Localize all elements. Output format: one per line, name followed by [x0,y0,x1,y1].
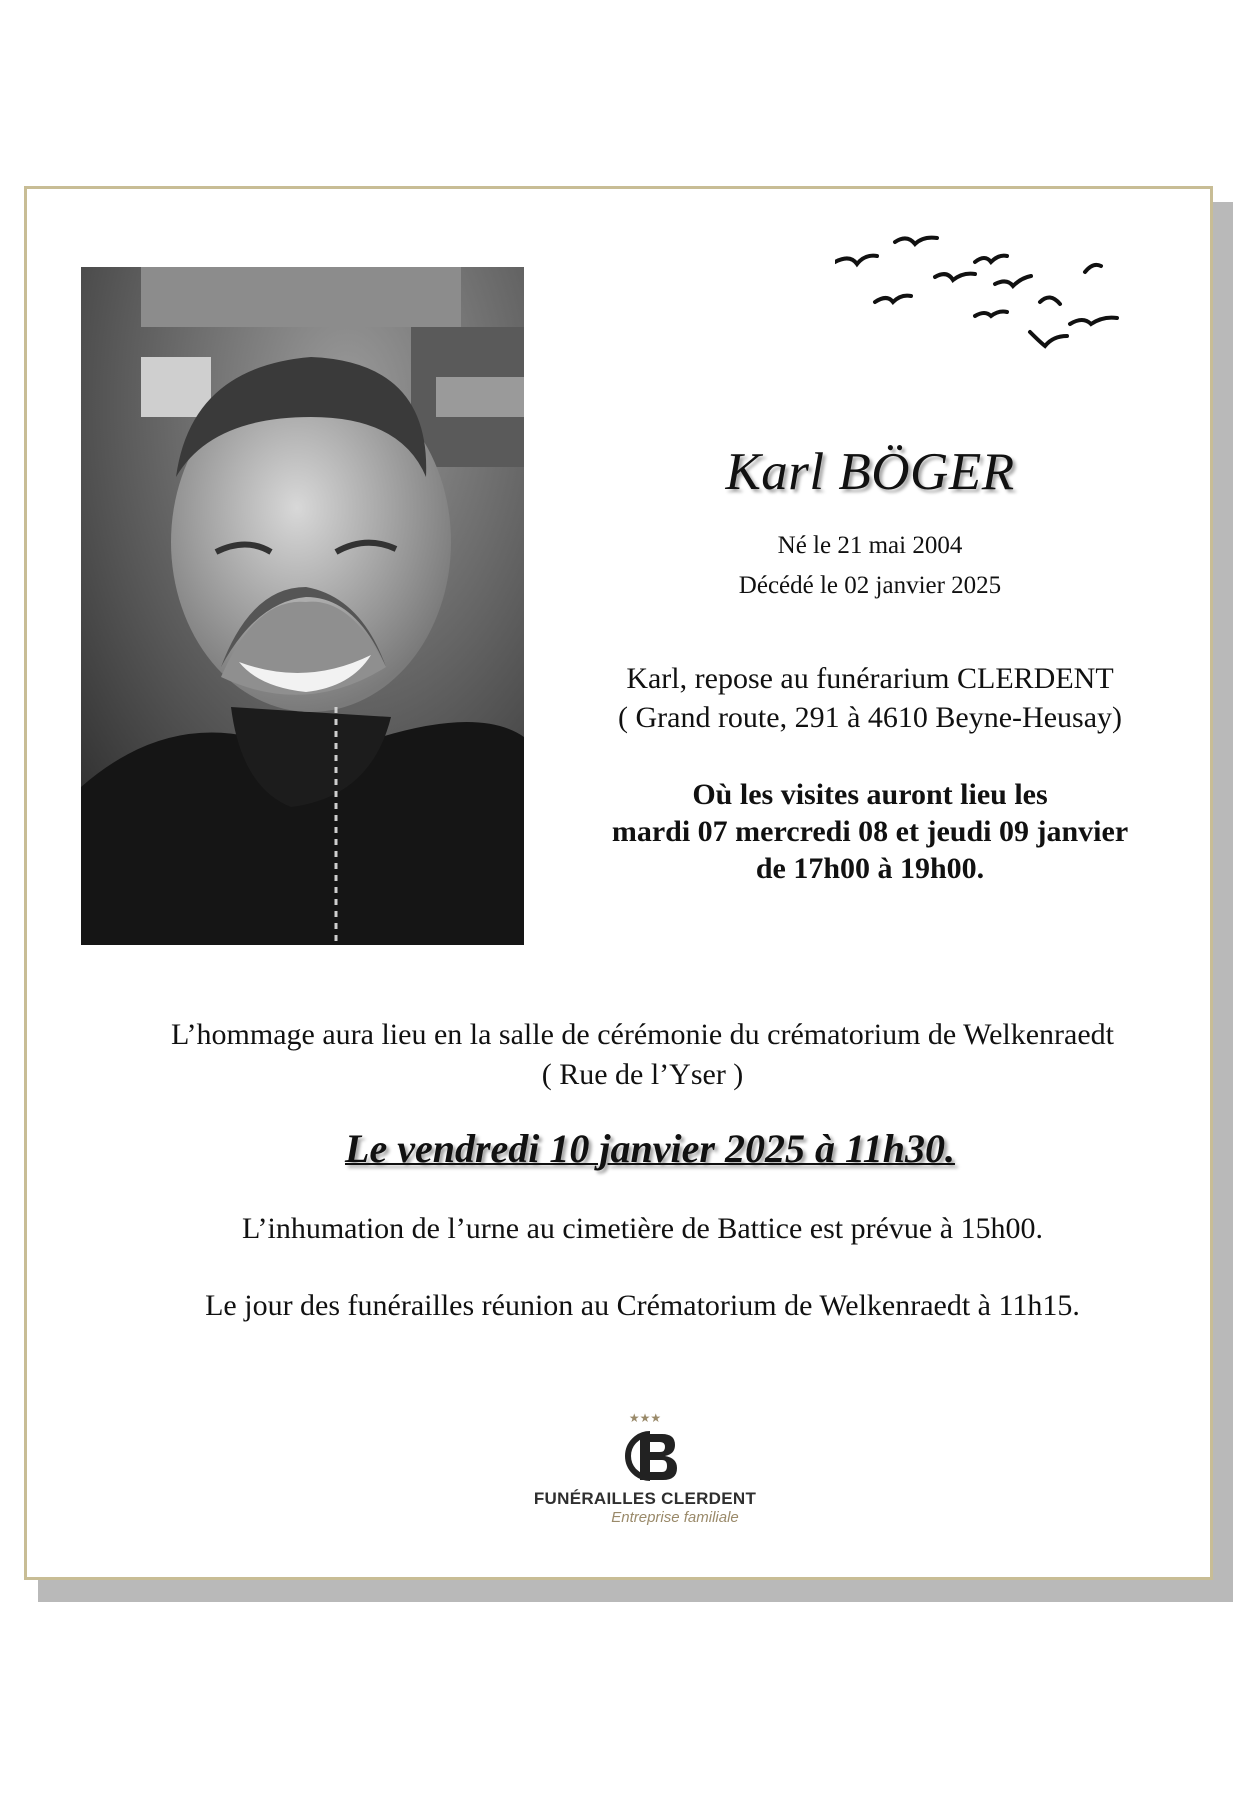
birds-illustration [835,232,1145,362]
logo-subtitle: Entreprise familiale [611,1509,739,1526]
life-dates [660,526,1080,606]
repose-address: ( Grand route, 291 à 4610 Beyne-Heusay) [617,701,1122,734]
death-date: Décédé le 02 janvier 2025 [738,572,1002,599]
clerdent-monogram-icon [500,1408,790,1488]
repose-line: Karl, repose au funérarium CLERDENT [626,662,1114,695]
deceased-name: Karl BÖGER [725,443,1015,501]
inhumation-info: L’inhumation de l’urne au cimetière de Battice est prévue à 15h00. [241,1212,1044,1245]
portrait-photo [81,267,524,945]
clerdent-logo [500,1408,790,1543]
visits-hours: de 17h00 à 19h00. [755,852,985,885]
logo-title: FUNÉRAILLES CLERDENT [533,1489,757,1508]
hommage-street: ( Rue de l’Yser ) [541,1058,744,1091]
visits-days: mardi 07 mercredi 08 et jeudi 09 janvier [611,815,1129,848]
logo-stars: ★★★ [628,1411,662,1425]
hommage-location: L’hommage aura lieu en la salle de cérémonie du crématorium de Welkenraedt [170,1018,1115,1051]
visits-info [550,776,1190,887]
visits-intro: Où les visites auront lieu les [692,778,1048,811]
repose-info [550,659,1190,737]
birth-date: Né le 21 mai 2004 [777,532,963,559]
reunion-info: Le jour des funérailles réunion au Crématorium de Welkenraedt à 11h15. [205,1289,1080,1322]
ceremony-date: Le vendredi 10 janvier 2025 à 11h30. [345,1126,955,1171]
hommage-info [60,1015,1225,1095]
